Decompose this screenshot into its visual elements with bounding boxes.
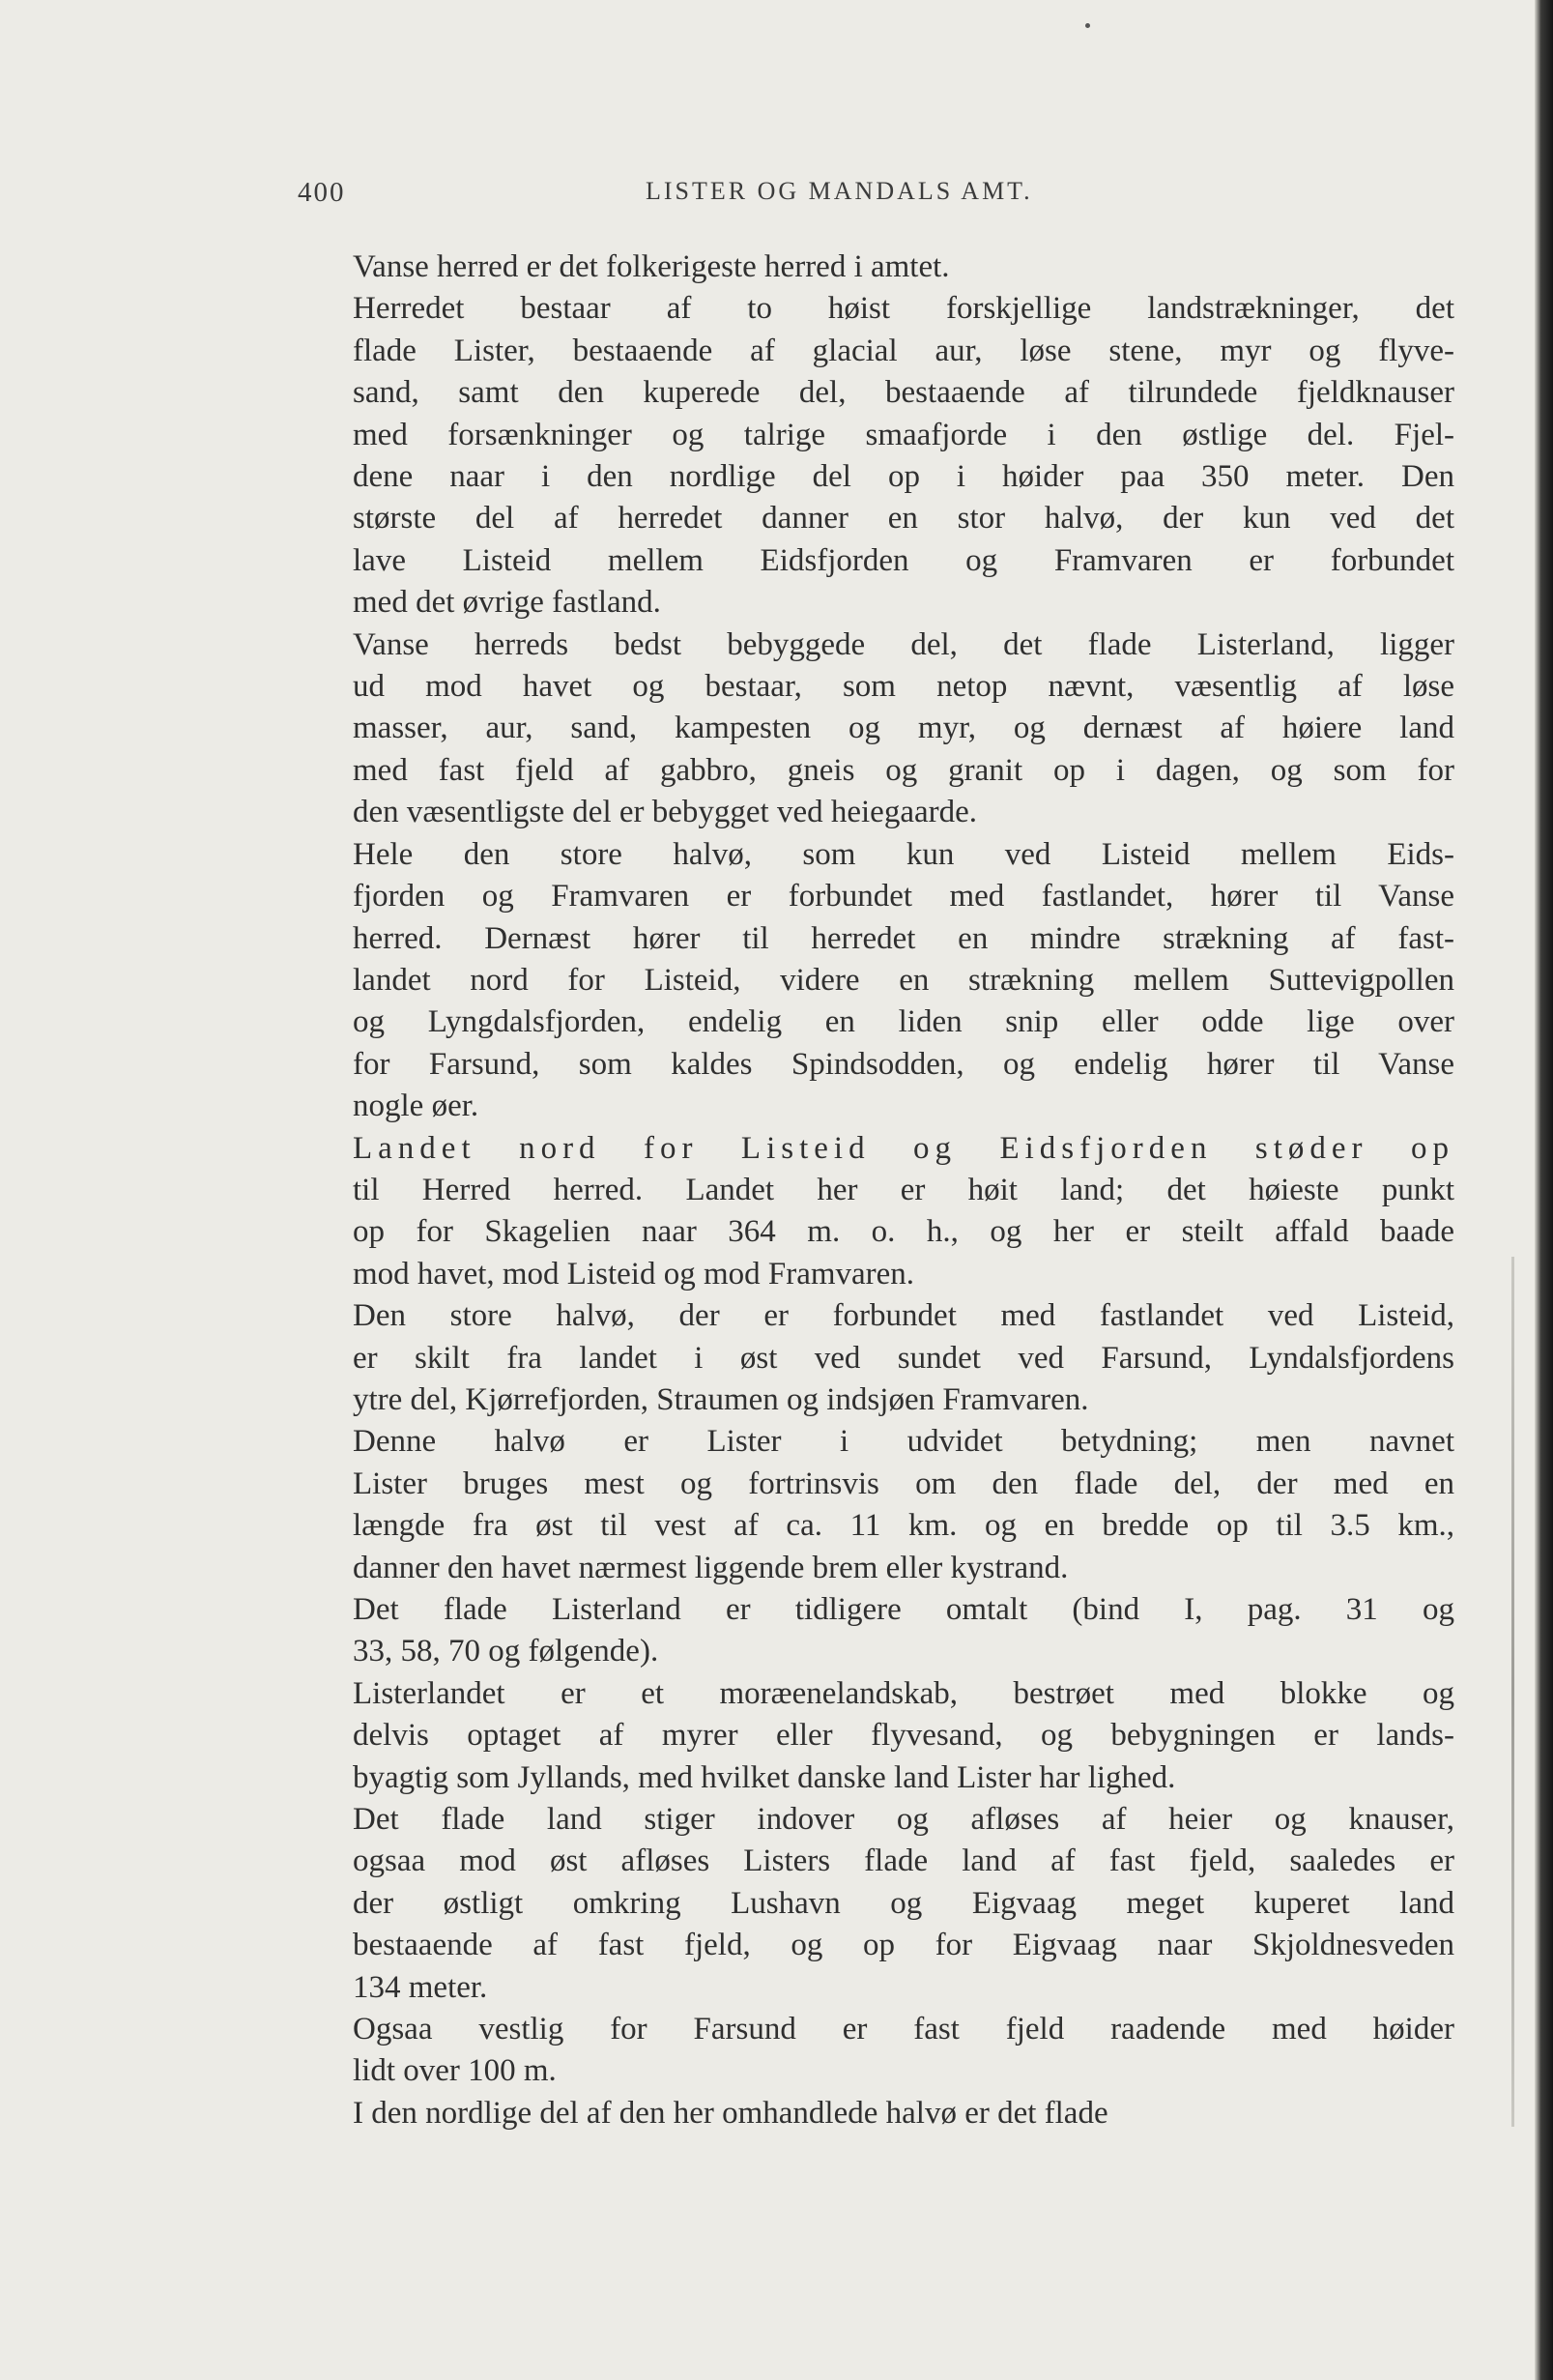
text-line: Landet nord for Listeid og Eidsfjorden støder op bbox=[353, 1130, 1454, 1166]
text-line: Vanse herreds bedst bebyggede del, det flade Listerland, ligger bbox=[353, 626, 1454, 662]
text-line: Vanse herred er det folkerigeste herred i amtet. bbox=[353, 249, 950, 284]
text-line: Listerlandet er et moræenelandskab, bestrøet med blokke og bbox=[353, 1675, 1454, 1711]
paragraph bbox=[273, 1589, 1454, 1673]
paragraph bbox=[273, 247, 1454, 288]
text-line: I den nordlige del af den her omhandlede halvø er det flade bbox=[353, 2095, 1108, 2131]
text-line: danner den havet nærmest liggende brem eller kystrand. bbox=[353, 1550, 1069, 1585]
text-line: 134 meter. bbox=[353, 1969, 488, 2005]
text-line: Denne halvø er Lister i udvidet betydning; men navnet bbox=[353, 1424, 1454, 1460]
text-line: med det øvrige fastland. bbox=[353, 585, 661, 621]
text-line: ytre del, Kjørrefjorden, Straumen og indsjøen Framvaren. bbox=[353, 1381, 1089, 1417]
text-line: er skilt fra landet i øst ved sundet ved Farsund, Lyndalsfjordens bbox=[353, 1340, 1454, 1376]
text-line: Den store halvø, der er forbundet med fastlandet ved Listeid, bbox=[353, 1298, 1454, 1334]
text-line: masser, aur, sand, kampesten og myr, og dernæst af høiere land bbox=[353, 711, 1454, 746]
text-line: lave Listeid mellem Eidsfjorden og Framvaren er forbundet bbox=[353, 542, 1454, 578]
text-line: til Herred herred. Landet her er høit land; det høieste punkt bbox=[353, 1172, 1454, 1207]
text-line: længde fra øst til vest af ca. 11 km. og en bredde op til 3.5 km., bbox=[353, 1508, 1454, 1544]
paragraph bbox=[273, 1295, 1454, 1421]
paragraph bbox=[273, 834, 1454, 1128]
text-line: landet nord for Listeid, videre en strækning mellem Suttevigpollen bbox=[353, 962, 1454, 998]
text-line: Hele den store halvø, som kun ved Listeid mellem Eids- bbox=[353, 836, 1454, 872]
paragraph bbox=[273, 1799, 1454, 2009]
text-line: for Farsund, som kaldes Spindsodden, og endelig hører til Vanse bbox=[353, 1046, 1454, 1082]
paragraph bbox=[273, 2009, 1454, 2093]
text-line: Herredet bestaar af to høist forskjellige landstrækninger, det bbox=[353, 291, 1454, 327]
paragraph bbox=[273, 1421, 1454, 1589]
text-line: mod havet, mod Listeid og mod Framvaren. bbox=[353, 1256, 915, 1292]
text-line: 33, 58, 70 og følgende). bbox=[353, 1634, 659, 1669]
text-line: fjorden og Framvaren er forbundet med fastlandet, hører til Vanse bbox=[353, 879, 1454, 914]
text-line: ud mod havet og bestaar, som netop nævnt, væsentlig af løse bbox=[353, 669, 1454, 705]
page-edge-shadow bbox=[1535, 0, 1553, 2380]
paragraph bbox=[273, 1673, 1454, 1799]
text-line: nogle øer. bbox=[353, 1088, 479, 1124]
text-line: dene naar i den nordlige del op i høider paa 350 meter. Den bbox=[353, 459, 1454, 495]
scan-shadow bbox=[1511, 1257, 1514, 2127]
text-line: sand, samt den kuperede del, bestaaende af tilrundede fjeldknauser bbox=[353, 375, 1454, 411]
text-line: og Lyngdalsfjorden, endelig en liden snip eller odde lige over bbox=[353, 1004, 1454, 1040]
text-line: med fast fjeld af gabbro, gneis og granit op i dagen, og som for bbox=[353, 752, 1454, 788]
text-line: Det flade land stiger indover og afløses af heier og knauser, bbox=[353, 1802, 1454, 1838]
text-line: Lister bruges mest og fortrinsvis om den flade del, der med en bbox=[353, 1466, 1454, 1501]
text-line: lidt over 100 m. bbox=[353, 2053, 557, 2089]
text-line: bestaaende af fast fjeld, og op for Eigvaag naar Skjoldnesveden bbox=[353, 1928, 1454, 1963]
paragraph bbox=[273, 624, 1454, 834]
text-line: største del af herredet danner en stor halvø, der kun ved det bbox=[353, 501, 1454, 537]
text-line: byagtig som Jyllands, med hvilket danske land Lister har lighed. bbox=[353, 1759, 1176, 1795]
text-line: med forsænkninger og talrige smaafjorde i den østlige del. Fjel- bbox=[353, 417, 1454, 452]
text-line: Ogsaa vestlig for Farsund er fast fjeld raadende med høider bbox=[353, 2012, 1454, 2047]
page-header bbox=[0, 177, 1535, 216]
paragraph bbox=[273, 1128, 1454, 1296]
text-line: den væsentligste del er bebygget ved heiegaarde. bbox=[353, 795, 978, 830]
text-line: herred. Dernæst hører til herredet en mindre strækning af fast- bbox=[353, 920, 1454, 956]
paragraph bbox=[273, 2093, 1454, 2134]
text-line: Det flade Listerland er tidligere omtalt (bind I, pag. 31 og bbox=[353, 1592, 1454, 1627]
page-number: 400 bbox=[298, 177, 346, 208]
text-line: op for Skagelien naar 364 m. o. h., og her er steilt affald baade bbox=[353, 1214, 1454, 1250]
text-line: flade Lister, bestaaende af glacial aur, løse stene, myr og flyve- bbox=[353, 333, 1454, 368]
text-line: der østligt omkring Lushavn og Eigvaag meget kuperet land bbox=[353, 1885, 1454, 1921]
running-head: LISTER OG MANDALS AMT. bbox=[646, 177, 1033, 205]
ink-speck bbox=[1085, 23, 1090, 28]
text-line: delvis optaget af myrer eller flyvesand, og bebygningen er lands- bbox=[353, 1718, 1454, 1754]
body-text bbox=[273, 247, 1454, 2134]
text-line: ogsaa mod øst afløses Listers flade land af fast fjeld, saaledes er bbox=[353, 1843, 1454, 1879]
paragraph bbox=[273, 288, 1454, 624]
